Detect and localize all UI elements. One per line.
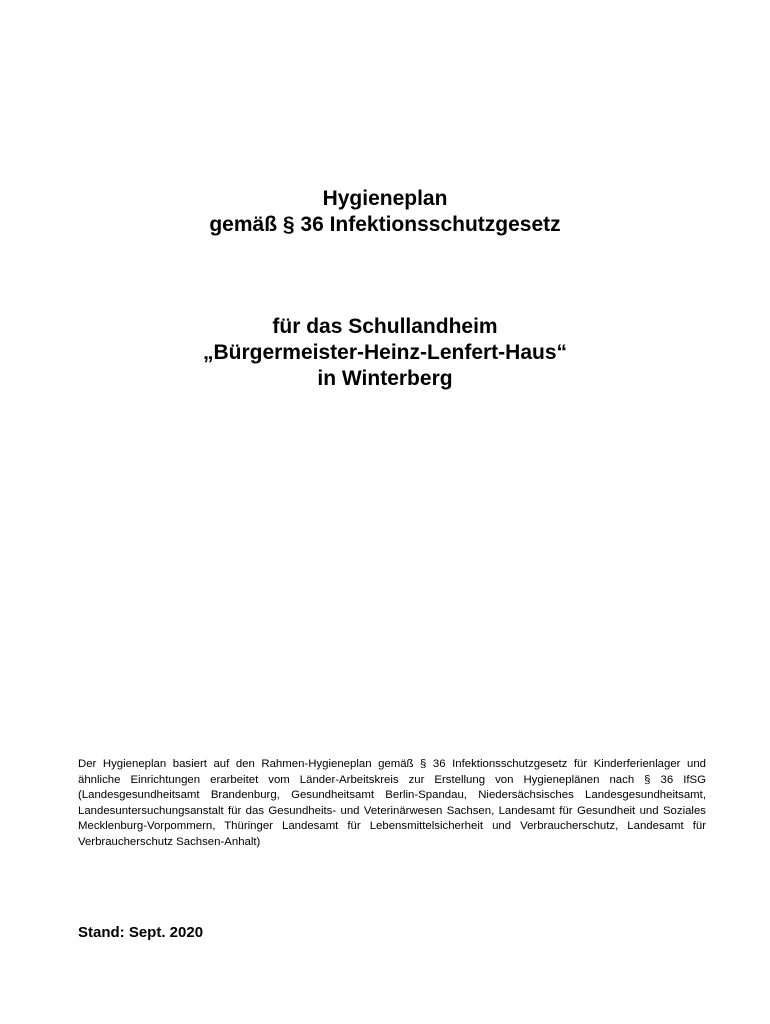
subtitle-line-1: für das Schullandheim [272,315,498,338]
title-line-1: Hygieneplan [322,187,448,210]
subtitle-line-2: „Bürgermeister-Heinz-Lenfert-Haus“ [202,341,568,364]
subtitle-line-3: in Winterberg [317,367,453,390]
document-title [0,186,770,238]
source-note-paragraph: Der Hygieneplan basiert auf den Rahmen-Hygieneplan gemäß § 36 Infektionsschutzgesetz für Kinderferienlager und ähnliche Einrichtungen erarbeitet vom Länder-Arbeitskreis zur Erstellung von Hygieneplänen nach § 36 IfSG (Landesgesundheitsamt Brandenburg, Gesundheitsamt Berlin-Spandau, Niedersächsisches Landesgesundheitsamt, Landesuntersuchungsanstalt für das Gesundheits- und Veterinärwesen Sachsen, Landesamt für Gesundheit und Soziales Mecklenburg-Vorpommern, Thüringer Landesamt für Lebensmittelsicherheit und Verbraucherschutz, Landesamt für Verbraucherschutz Sachsen-Anhalt) [78,758,706,848]
title-line-2: gemäß § 36 Infektionsschutzgesetz [209,213,561,236]
document-subtitle [0,314,770,392]
version-date: Stand: Sept. 2020 [78,924,204,941]
